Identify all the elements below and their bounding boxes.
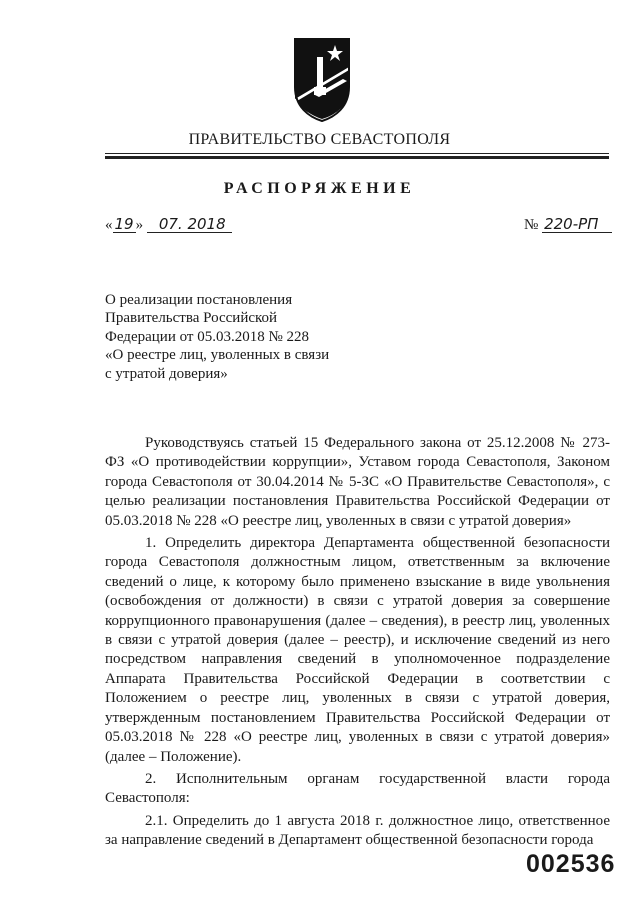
document-body (105, 434, 610, 854)
document-number (524, 216, 612, 234)
subject-line: с утратой доверия» (105, 365, 228, 382)
date-month-year: 07. 2018 (147, 216, 232, 233)
body-preamble: Руководствуясь статьей 15 Федерального закона от 25.12.2008 № 273-ФЗ «О противодействии коррупции», Уставом города Севастополя, Законом города Севастополя от 30.04.2014 № 5-ЗС «О Правительстве Севастополя», с целью реализации постановления Правительства Российской Федерации от 05.03.2018 № 228 «О реестре лиц, уволенных в связи с утратой доверия» (105, 435, 610, 529)
document-subject (105, 291, 329, 383)
document-type: РАСПОРЯЖЕНИЕ (223, 180, 416, 197)
number-prefix: № (524, 217, 539, 233)
date-close-quote: » (135, 217, 144, 233)
body-paragraph-1: 1. Определить директора Департамента общественной безопасности города Севастополя должностным лицом, ответственным за включение сведений о лице, к которому было применено взыскание в виде увольнения (освобождения от должности) в связи с утратой доверия за совершение коррупционного правонарушения (далее – сведения), в реестр лиц, уволенных в связи с утратой доверия (далее – реестр), и исключение сведений из него посредством направления сведений в уполномоченное подразделение Аппарата Правительства Российской Федерации в соответствии с Положением о реестре лиц, уволенных в связи с утратой доверия, утвержденным постановлением Правительства Российской Федерации от 05.03.2018 № 228 «О реестре лиц, уволенных в связи с утратой доверия» (далее – Положение). (105, 535, 610, 765)
document-date (105, 216, 232, 234)
header-rule-thin (105, 153, 609, 154)
sevastopol-coat-of-arms-icon (293, 37, 351, 123)
body-paragraph-2-1: 2.1. Определить до 1 августа 2018 г. должностное лицо, ответственное за направление сведений в Департамент общественной безопасности города (105, 812, 610, 849)
subject-line: О реализации постановления (105, 292, 293, 308)
header-rule-thick (105, 156, 609, 159)
number-value: 220-РП (542, 216, 612, 233)
date-open-quote: « (105, 217, 113, 233)
body-paragraph-2: 2. Исполнительным органам государственной власти города Севастополя: (105, 770, 610, 807)
subject-line: Правительства Российской (105, 310, 278, 327)
government-name: ПРАВИТЕЛЬСТВО СЕВАСТОПОЛЯ (188, 131, 451, 148)
serial-number: 002536 (526, 850, 616, 878)
subject-line: Федерации от 05.03.2018 № 228 (105, 328, 310, 345)
date-day: 19 (114, 215, 134, 233)
subject-line: «О реестре лиц, уволенных в связи (105, 347, 330, 364)
